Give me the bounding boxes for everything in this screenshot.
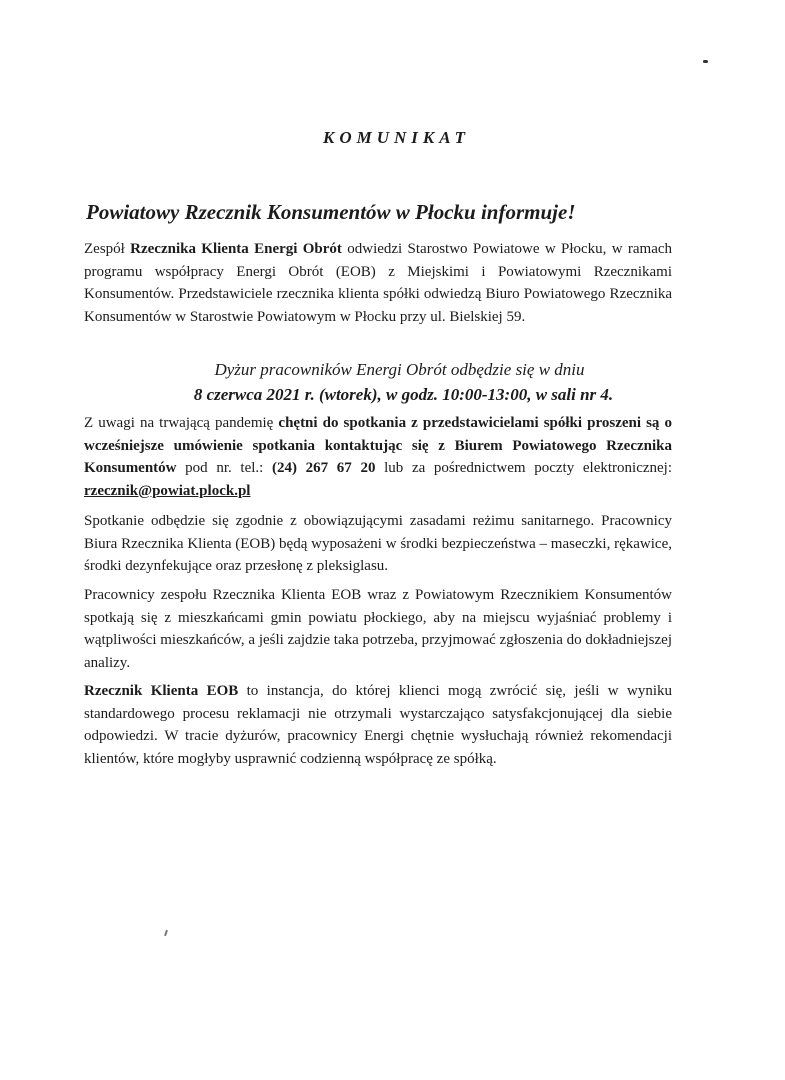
duty-line-1: Dyżur pracowników Energi Obrót odbędzie się w dniu — [214, 360, 585, 379]
intro-text-2: odwiedzi Starostwo Powiatowe w Płocku, w ramach programu współpracy Energi Obrót (EOB) z Miejskimi i Powiatowymi Rzecznikami Konsumentów. Przedstawiciele rzecznika klienta spółki odwiedzą Biuro Powiatowego Rzecznika Konsumentów w Starostwie Powiatowym w Płocku przy ul. Bielskiej 59. — [84, 241, 673, 325]
ombudsman-text: to instancja, do której klienci mogą zwrócić się, jeśli w wyniku standardowego procesu reklamacji nie otrzymali wystarczająco satysfakcjonującej dla siebie odpowiedzi. W tracie dyżurów, pracownicy Energi chętnie wysłuchają również rekomendacji klientów, które mogłyby usprawnić codzienną współpracę ze spółką. — [84, 683, 672, 767]
document-heading: Powiatowy Rzecznik Konsumentów w Płocku informuje! — [86, 200, 576, 224]
contact-paragraph — [84, 412, 672, 502]
ombudsman-bold: Rzecznik Klienta EOB — [84, 683, 239, 699]
ombudsman-paragraph — [84, 680, 672, 770]
contact-bold-1: chętni do spotkania z przedstawicielami spółki proszeni są o wcześniejsze umówienie spotkania kontaktując się z Biurem Powiatowego Rzecznika Konsumentów — [84, 415, 672, 476]
phone-number: (24) 267 67 20 — [271, 460, 376, 476]
contact-text-1: Z uwagi na trwającą pandemię — [84, 415, 279, 431]
duty-announcement — [0, 357, 785, 407]
intro-paragraph — [84, 238, 672, 328]
intro-text-1: Zespół — [84, 241, 131, 257]
scan-mark — [703, 60, 708, 63]
intro-bold-1: Rzecznika Klienta Energi Obrót — [130, 241, 342, 257]
duty-line-2: 8 czerwca 2021 r. (wtorek), w godz. 10:00-13:00, w sali nr 4. — [193, 385, 614, 404]
meeting-paragraph: Pracownicy zespołu Rzecznika Klienta EOB wraz z Powiatowym Rzecznikiem Konsumentów spotkają się z mieszkańcami gmin powiatu płockiego, aby na miejscu wyjaśniać problemy i wątpliwości mieszkańców, a jeśli zajdzie taka potrzeba, przyjmować zgłoszenia do dokładniejszej analizy. — [84, 587, 672, 671]
contact-text-3: lub za pośrednictwem poczty elektronicznej: — [375, 460, 672, 476]
sanitary-paragraph: Spotkanie odbędzie się zgodnie z obowiązującymi zasadami reżimu sanitarnego. Pracownicy Biura Rzecznika Klienta (EOB) będą wyposażeni w środki bezpieczeństwa – maseczki, rękawice, środki dezynfekujące oraz przesłonę z pleksiglasu. — [84, 513, 672, 574]
email-link[interactable]: rzecznik@powiat.plock.pl — [84, 482, 251, 499]
scan-mark — [164, 930, 168, 936]
document-title: KOMUNIKAT — [322, 128, 471, 147]
contact-text-2: pod nr. tel.: — [176, 460, 272, 476]
